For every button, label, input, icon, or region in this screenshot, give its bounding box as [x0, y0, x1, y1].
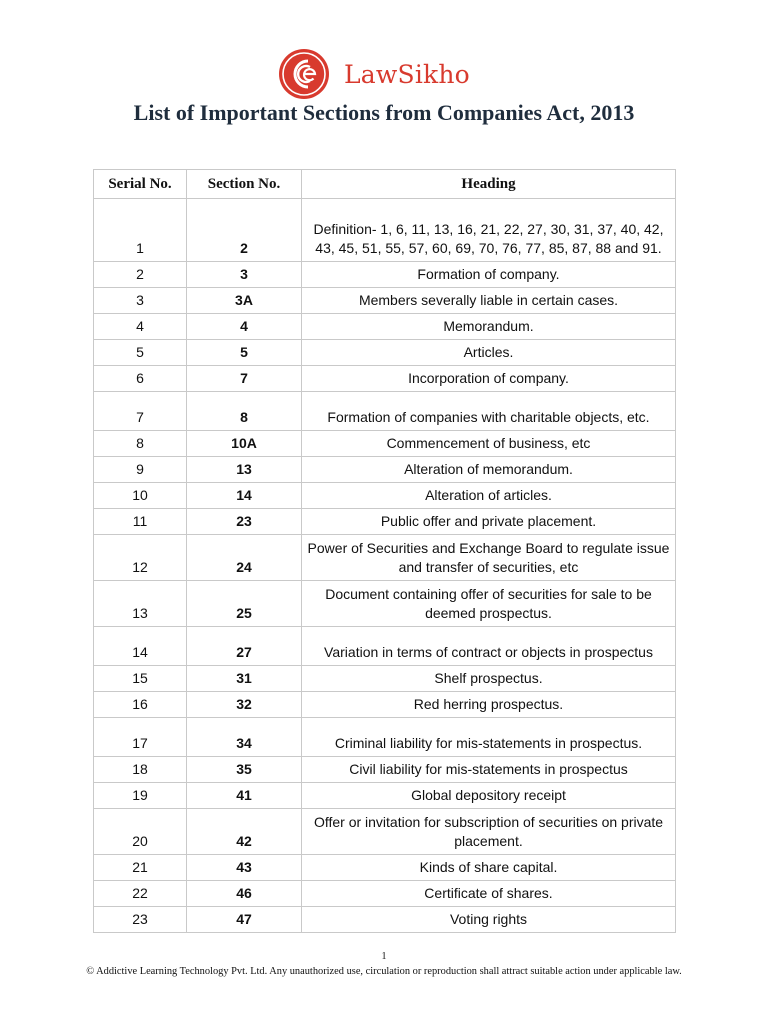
serial-cell: 5 — [94, 340, 187, 366]
section-cell: 34 — [187, 718, 302, 757]
heading-cell: Formation of companies with charitable objects, etc. — [302, 392, 676, 431]
table-row — [94, 881, 676, 907]
table-row — [94, 907, 676, 933]
heading-cell: Voting rights — [302, 907, 676, 933]
table-row — [94, 199, 676, 262]
serial-cell: 21 — [94, 855, 187, 881]
section-cell: 7 — [187, 366, 302, 392]
serial-cell: 16 — [94, 692, 187, 718]
serial-cell: 11 — [94, 509, 187, 535]
serial-cell: 2 — [94, 262, 187, 288]
section-cell: 32 — [187, 692, 302, 718]
section-cell: 31 — [187, 666, 302, 692]
section-cell: 3A — [187, 288, 302, 314]
serial-cell: 8 — [94, 431, 187, 457]
section-cell: 42 — [187, 809, 302, 855]
heading-cell: Commencement of business, etc — [302, 431, 676, 457]
heading-cell: Alteration of memorandum. — [302, 457, 676, 483]
serial-cell: 12 — [94, 535, 187, 581]
page-title: List of Important Sections from Companies Act, 2013 — [133, 100, 635, 125]
table-row — [94, 483, 676, 509]
serial-cell: 7 — [94, 392, 187, 431]
heading-cell: Incorporation of company. — [302, 366, 676, 392]
table-row — [94, 855, 676, 881]
header-section-no: Section No. — [187, 170, 302, 199]
heading-cell: Certificate of shares. — [302, 881, 676, 907]
heading-cell: Kinds of share capital. — [302, 855, 676, 881]
heading-cell: Definition- 1, 6, 11, 13, 16, 21, 22, 27, 30, 31, 37, 40, 42, 43, 45, 51, 55, 57, 60, 69, 70, 76, 77, 85, 87, 88 and 91. — [302, 199, 676, 262]
table-row — [94, 457, 676, 483]
copyright-footer: © Addictive Learning Technology Pvt. Ltd. Any unauthorized use, circulation or reproduction shall attract suitable action under applicable law. — [86, 966, 682, 977]
serial-cell: 18 — [94, 757, 187, 783]
table-row — [94, 666, 676, 692]
serial-cell: 14 — [94, 627, 187, 666]
table-row — [94, 757, 676, 783]
serial-cell: 20 — [94, 809, 187, 855]
section-cell: 41 — [187, 783, 302, 809]
table-row — [94, 366, 676, 392]
heading-cell: Alteration of articles. — [302, 483, 676, 509]
serial-cell: 10 — [94, 483, 187, 509]
table-row — [94, 627, 676, 666]
section-cell: 2 — [187, 199, 302, 262]
lawsikho-logo-icon — [278, 48, 330, 100]
section-cell: 47 — [187, 907, 302, 933]
heading-cell: Global depository receipt — [302, 783, 676, 809]
table-row — [94, 692, 676, 718]
serial-cell: 4 — [94, 314, 187, 340]
brand-header — [278, 48, 470, 100]
table-row — [94, 809, 676, 855]
heading-cell: Articles. — [302, 340, 676, 366]
section-cell: 10A — [187, 431, 302, 457]
serial-cell: 1 — [94, 199, 187, 262]
heading-cell: Members severally liable in certain cases. — [302, 288, 676, 314]
heading-cell: Criminal liability for mis-statements in prospectus. — [302, 718, 676, 757]
table-row — [94, 718, 676, 757]
section-cell: 14 — [187, 483, 302, 509]
table-row — [94, 392, 676, 431]
serial-cell: 13 — [94, 581, 187, 627]
section-cell: 24 — [187, 535, 302, 581]
table-row — [94, 314, 676, 340]
heading-cell: Civil liability for mis-statements in prospectus — [302, 757, 676, 783]
table-row — [94, 783, 676, 809]
section-cell: 35 — [187, 757, 302, 783]
section-cell: 27 — [187, 627, 302, 666]
table-header-row — [94, 170, 676, 199]
serial-cell: 23 — [94, 907, 187, 933]
section-cell: 13 — [187, 457, 302, 483]
section-cell: 43 — [187, 855, 302, 881]
section-cell: 25 — [187, 581, 302, 627]
table-row — [94, 288, 676, 314]
heading-cell: Red herring prospectus. — [302, 692, 676, 718]
heading-cell: Formation of company. — [302, 262, 676, 288]
table-row — [94, 535, 676, 581]
heading-cell: Variation in terms of contract or objects in prospectus — [302, 627, 676, 666]
serial-cell: 9 — [94, 457, 187, 483]
table-row — [94, 340, 676, 366]
header-serial-no: Serial No. — [94, 170, 187, 199]
section-cell: 3 — [187, 262, 302, 288]
section-cell: 46 — [187, 881, 302, 907]
page-number: 1 — [381, 951, 387, 962]
serial-cell: 17 — [94, 718, 187, 757]
table-row — [94, 509, 676, 535]
table-row — [94, 431, 676, 457]
table-row — [94, 262, 676, 288]
section-cell: 8 — [187, 392, 302, 431]
serial-cell: 22 — [94, 881, 187, 907]
serial-cell: 15 — [94, 666, 187, 692]
heading-cell: Power of Securities and Exchange Board to regulate issue and transfer of securities, etc — [302, 535, 676, 581]
serial-cell: 3 — [94, 288, 187, 314]
sections-table — [93, 169, 676, 933]
section-cell: 4 — [187, 314, 302, 340]
section-cell: 23 — [187, 509, 302, 535]
header-heading: Heading — [302, 170, 676, 199]
brand-name: LawSikho — [344, 59, 470, 89]
heading-cell: Memorandum. — [302, 314, 676, 340]
table-row — [94, 581, 676, 627]
heading-cell: Shelf prospectus. — [302, 666, 676, 692]
heading-cell: Offer or invitation for subscription of securities on private placement. — [302, 809, 676, 855]
serial-cell: 6 — [94, 366, 187, 392]
serial-cell: 19 — [94, 783, 187, 809]
heading-cell: Public offer and private placement. — [302, 509, 676, 535]
section-cell: 5 — [187, 340, 302, 366]
heading-cell: Document containing offer of securities for sale to be deemed prospectus. — [302, 581, 676, 627]
